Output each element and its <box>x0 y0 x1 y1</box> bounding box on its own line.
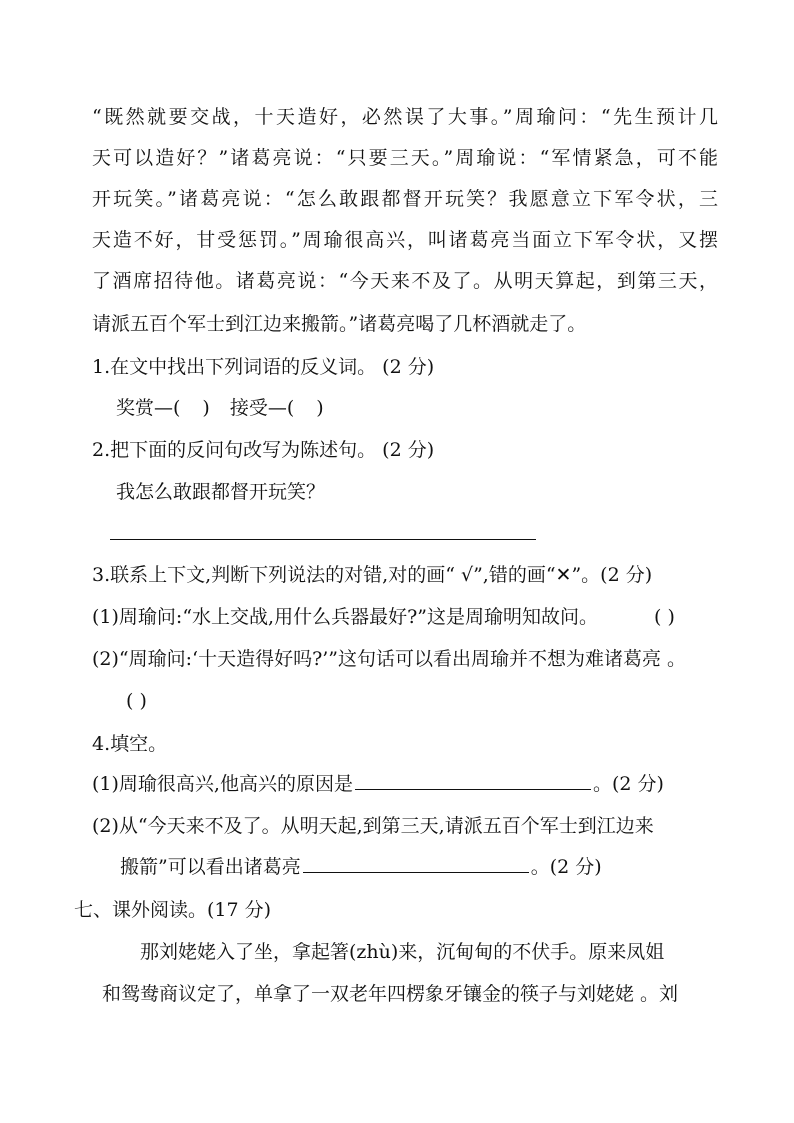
question-4-item-1-suffix: 。(2 分) <box>592 773 664 795</box>
question-4-item-2-line-1: (2)从“今天来不及了。从明天起,到第三天,请派五百个军士到江边来 <box>92 815 654 837</box>
question-1-item-b: 接受—( <box>229 397 295 419</box>
section-7-title: 七、课外阅读。(17 分) <box>74 899 272 921</box>
section-7-text-line-1: 那刘姥姥入了坐，拿起箸(zhù)来，沉甸甸的不伏手。原来凤姐 <box>140 941 665 963</box>
passage-line-5: 了酒席招待他。诸葛亮说：“今天来不及了。从明天算起，到第三天， <box>92 270 718 292</box>
question-3-item-2-paren[interactable]: ( ) <box>126 690 147 712</box>
question-4-item-1-blank[interactable] <box>355 771 591 790</box>
question-3-item-1: (1)周瑜问:“水上交战,用什么兵器最好?”这是周瑜明知故问。 <box>92 606 598 628</box>
question-2-sentence: 我怎么敢跟都督开玩笑？ <box>116 481 326 503</box>
passage-line-3: 开玩笑。”诸葛亮说：“怎么敢跟都督开玩笑？我愿意立下军令状，三 <box>92 188 718 210</box>
question-4-item-2-prefix: 搬箭”可以看出诸葛亮 <box>120 856 301 878</box>
question-3-item-2: (2)“周瑜问:‘十天造得好吗?’”这句话可以看出周瑜并不想为难诸葛亮 。 <box>92 648 687 670</box>
question-4-item-2-suffix: 。(2 分) <box>530 856 602 878</box>
question-4-title: 4.填空。 <box>92 733 168 755</box>
question-4-item-2-line-2 <box>120 854 602 880</box>
question-3-title: 3.联系上下文,判断下列说法的对错,对的画“ √”,错的画“✕”。(2 分) <box>92 564 653 586</box>
section-7-text-line-2: 和鸳鸯商议定了，单拿了一双老年四楞象牙镶金的筷子与刘姥姥 。刘 <box>102 983 679 1005</box>
passage-line-2: 天可以造好？”诸葛亮说：“只要三天。”周瑜说：“军情紧急，可不能 <box>92 147 718 169</box>
passage-line-6: 请派五百个军士到江边来搬箭。”诸葛亮喝了几杯酒就走了。 <box>92 313 587 335</box>
question-1-items <box>116 395 324 421</box>
question-4-item-1 <box>92 771 664 797</box>
question-3-item-1-paren[interactable]: ( ) <box>654 606 675 628</box>
question-1-title: 1.在文中找出下列词语的反义词。 (2 分) <box>92 356 435 378</box>
passage-line-4: 天造不好，甘受惩罚。”周瑜很高兴，叫诸葛亮当面立下军令状，又摆 <box>92 229 718 251</box>
question-4-item-1-prefix: (1)周瑜很高兴,他高兴的原因是 <box>92 773 353 795</box>
question-2-answer-line[interactable] <box>110 539 536 540</box>
question-1-item-a: 奖赏—( <box>116 397 181 419</box>
passage-line-1: “既然就要交战，十天造好，必然误了大事。”周瑜问：“先生预计几 <box>92 106 718 128</box>
question-1-item-a-end: ) <box>202 397 210 419</box>
question-2-title: 2.把下面的反问句改写为陈述句。 (2 分) <box>92 439 435 461</box>
question-1-item-b-end: ) <box>316 397 324 419</box>
question-4-item-2-blank[interactable] <box>303 854 529 873</box>
